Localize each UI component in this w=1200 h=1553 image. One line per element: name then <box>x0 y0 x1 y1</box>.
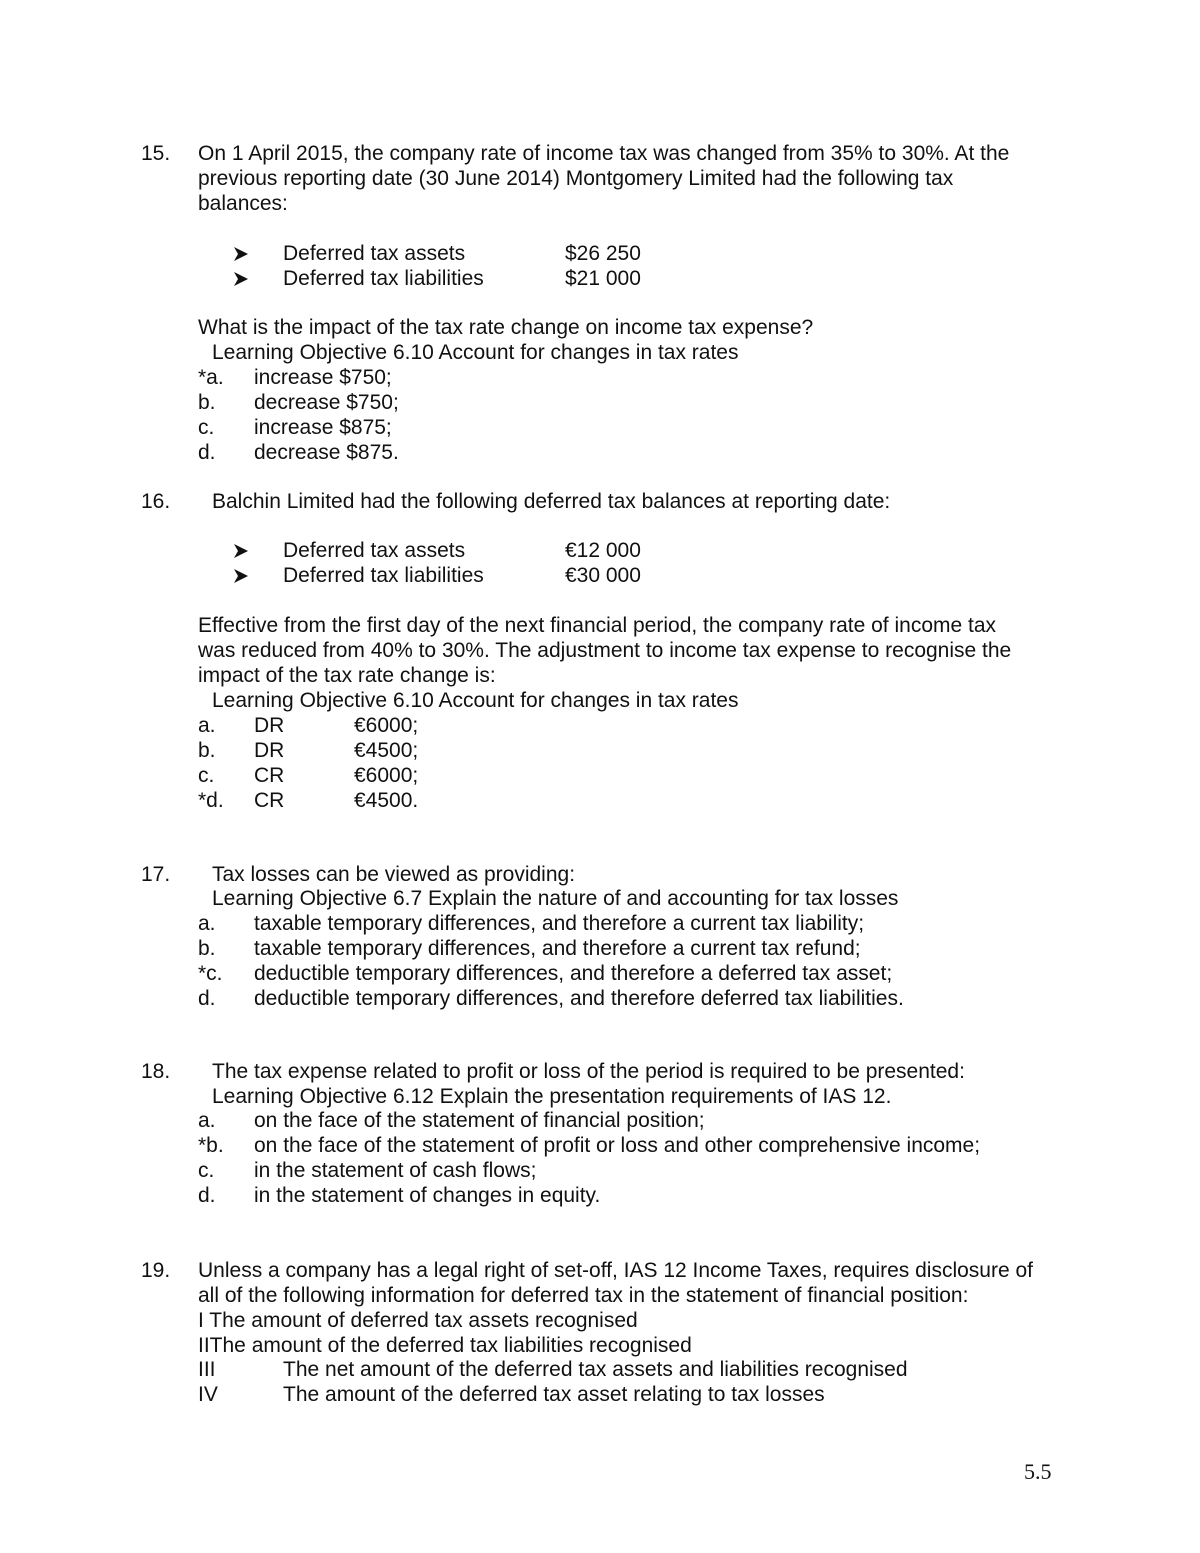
question-prompt-line-3: impact of the tax rate change is: <box>198 664 496 687</box>
answer-option <box>0 987 1200 1012</box>
question-number: 16. <box>141 490 171 513</box>
balance-row <box>0 539 1200 563</box>
question-stem: Tax losses can be viewed as providing: <box>212 863 576 886</box>
question-number: 19. <box>141 1259 171 1282</box>
answer-option <box>0 1134 1200 1159</box>
option-letter: d. <box>198 441 216 464</box>
answer-option <box>0 441 1200 466</box>
option-text: increase $875; <box>254 416 392 439</box>
answer-option <box>0 1109 1200 1134</box>
arrowhead-bullet-icon <box>233 564 251 588</box>
option-letter: *b. <box>198 1134 224 1157</box>
question-prompt: What is the impact of the tax rate change on income tax expense? <box>198 316 814 339</box>
option-text: in the statement of cash flows; <box>254 1159 537 1182</box>
roman-numeral: III <box>198 1358 216 1381</box>
option-text: decrease $750; <box>254 391 399 414</box>
arrowhead-bullet-icon <box>233 539 251 563</box>
answer-option <box>0 366 1200 391</box>
answer-option <box>0 714 1200 739</box>
option-text: on the face of the statement of financial position; <box>254 1109 705 1132</box>
balance-amount: €30 000 <box>565 564 641 587</box>
balance-row <box>0 267 1200 291</box>
option-letter: b. <box>198 937 216 960</box>
question-number: 15. <box>141 142 171 165</box>
option-amount: €4500; <box>354 739 419 762</box>
answer-option <box>0 416 1200 441</box>
learning-objective: Learning Objective 6.10 Account for changes in tax rates <box>212 689 739 712</box>
question-stem-line-1: On 1 April 2015, the company rate of income tax was changed from 35% to 30%. At the <box>198 142 1010 165</box>
option-text: on the face of the statement of profit or loss and other comprehensive income; <box>254 1134 981 1157</box>
balance-label: Deferred tax assets <box>283 539 466 562</box>
question-stem-line-2: all of the following information for deferred tax in the statement of financial position: <box>198 1284 969 1307</box>
disclosure-item-3 <box>0 1358 1200 1383</box>
answer-option <box>0 937 1200 962</box>
option-letter: c. <box>198 764 215 787</box>
answer-option <box>0 962 1200 987</box>
option-amount: €6000; <box>354 764 419 787</box>
option-text: taxable temporary differences, and therefore a current tax liability; <box>254 912 865 935</box>
option-letter: a. <box>198 1109 216 1132</box>
option-letter: *c. <box>198 962 223 985</box>
balance-amount: $26 250 <box>565 242 641 265</box>
option-debit-credit: DR <box>254 714 285 737</box>
disclosure-item-4 <box>0 1383 1200 1408</box>
balance-row <box>0 564 1200 588</box>
option-text: taxable temporary differences, and therefore a current tax refund; <box>254 937 861 960</box>
answer-option <box>0 739 1200 764</box>
answer-option <box>0 1184 1200 1209</box>
option-debit-credit: DR <box>254 739 285 762</box>
option-text: in the statement of changes in equity. <box>254 1184 601 1207</box>
question-stem-line-3: balances: <box>198 192 288 215</box>
question-number: 18. <box>141 1060 171 1083</box>
disclosure-item-2: IIThe amount of the deferred tax liabilities recognised <box>198 1334 692 1357</box>
learning-objective: Learning Objective 6.12 Explain the presentation requirements of IAS 12. <box>212 1085 892 1108</box>
question-stem: The tax expense related to profit or loss of the period is required to be presented: <box>212 1060 965 1083</box>
answer-option <box>0 764 1200 789</box>
option-letter: *d. <box>198 789 224 812</box>
arrowhead-bullet-icon <box>233 242 251 266</box>
disclosure-text: The amount of the deferred tax asset relating to tax losses <box>283 1383 825 1406</box>
answer-option <box>0 391 1200 416</box>
option-letter: c. <box>198 1159 215 1182</box>
question-stem-line-2: previous reporting date (30 June 2014) Montgomery Limited had the following tax <box>198 167 954 190</box>
option-debit-credit: CR <box>254 789 285 812</box>
balance-row <box>0 242 1200 266</box>
balance-label: Deferred tax liabilities <box>283 267 484 290</box>
arrowhead-bullet-icon <box>233 267 251 291</box>
question-stem: Balchin Limited had the following deferred tax balances at reporting date: <box>212 490 891 513</box>
option-amount: €4500. <box>354 789 419 812</box>
balance-amount: €12 000 <box>565 539 641 562</box>
option-letter: a. <box>198 912 216 935</box>
question-prompt-line-2: was reduced from 40% to 30%. The adjustment to income tax expense to recognise the <box>198 639 1012 662</box>
balance-label: Deferred tax assets <box>283 242 466 265</box>
option-letter: d. <box>198 987 216 1010</box>
balance-label: Deferred tax liabilities <box>283 564 484 587</box>
roman-numeral: IV <box>198 1383 218 1406</box>
option-text: increase $750; <box>254 366 392 389</box>
question-number: 17. <box>141 863 171 886</box>
page-number: 5.5 <box>1024 1459 1052 1484</box>
option-letter: b. <box>198 391 216 414</box>
option-letter: d. <box>198 1184 216 1207</box>
balance-amount: $21 000 <box>565 267 641 290</box>
disclosure-text: The net amount of the deferred tax assets and liabilities recognised <box>283 1358 908 1381</box>
answer-option <box>0 789 1200 814</box>
question-prompt-line-1: Effective from the first day of the next financial period, the company rate of income tax <box>198 614 997 637</box>
learning-objective: Learning Objective 6.10 Account for changes in tax rates <box>212 341 739 364</box>
option-text: deductible temporary differences, and therefore deferred tax liabilities. <box>254 987 904 1010</box>
answer-option <box>0 1159 1200 1184</box>
option-text: decrease $875. <box>254 441 399 464</box>
option-letter: c. <box>198 416 215 439</box>
question-stem-line-1: Unless a company has a legal right of set-off, IAS 12 Income Taxes, requires disclosure of <box>198 1259 1033 1282</box>
option-text: deductible temporary differences, and therefore a deferred tax asset; <box>254 962 893 985</box>
option-amount: €6000; <box>354 714 419 737</box>
learning-objective: Learning Objective 6.7 Explain the nature of and accounting for tax losses <box>212 887 899 910</box>
option-debit-credit: CR <box>254 764 285 787</box>
option-letter: b. <box>198 739 216 762</box>
option-letter: *a. <box>198 366 224 389</box>
answer-option <box>0 912 1200 937</box>
option-letter: a. <box>198 714 216 737</box>
disclosure-item-1: I The amount of deferred tax assets recognised <box>198 1309 638 1332</box>
